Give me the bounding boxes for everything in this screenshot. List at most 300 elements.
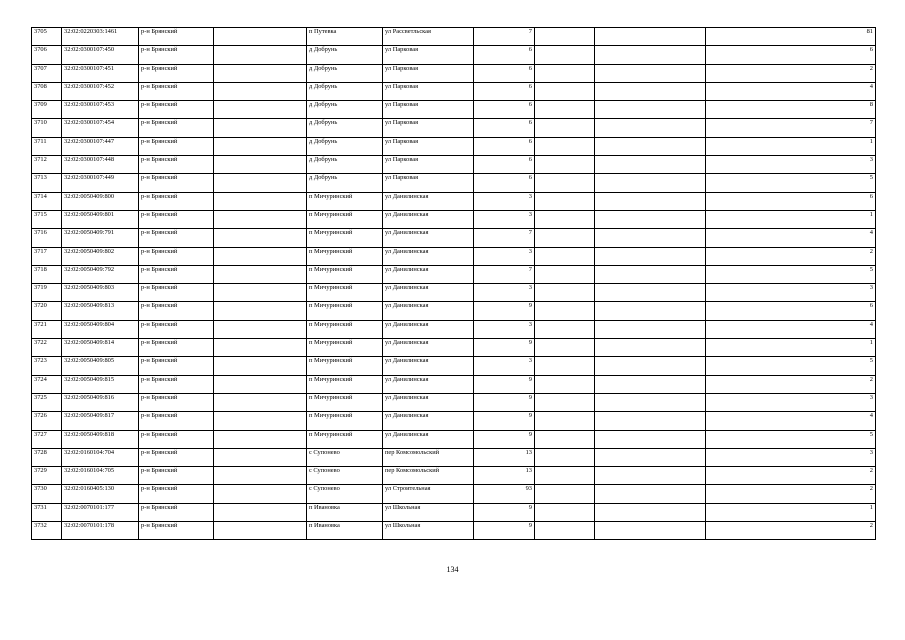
district-cell: р-н Брянский [139,265,214,283]
row-number-cell: 3715 [32,210,62,228]
cadastral-number-cell: 32:02:0070101:177 [62,503,139,521]
district-cell: р-н Брянский [139,156,214,174]
house-number-cell: 9 [474,503,535,521]
empty-cell [214,522,307,540]
row-number-cell: 3708 [32,82,62,100]
street-cell: ул Данилинская [383,210,474,228]
row-number-cell: 3719 [32,284,62,302]
empty-cell [595,339,706,357]
street-cell: ул Парковая [383,46,474,64]
settlement-cell: п Ивановка [307,522,383,540]
empty-cell [595,229,706,247]
empty-cell [595,82,706,100]
table-row [32,82,876,100]
table-row [32,503,876,521]
district-cell: р-н Брянский [139,522,214,540]
settlement-cell: п Мичуринский [307,357,383,375]
empty-cell [595,485,706,503]
row-number-cell: 3721 [32,320,62,338]
settlement-cell: с Супонево [307,448,383,466]
street-cell: ул Парковая [383,137,474,155]
apartment-number-cell: 2 [706,522,876,540]
district-cell: р-н Брянский [139,357,214,375]
table-row [32,28,876,46]
row-number-cell: 3706 [32,46,62,64]
row-number-cell: 3732 [32,522,62,540]
street-cell: ул Парковая [383,64,474,82]
empty-cell [214,247,307,265]
house-number-cell: 6 [474,174,535,192]
cadastral-number-cell: 32:02:0050409:800 [62,192,139,210]
street-cell: пер Комсомольский [383,448,474,466]
house-number-cell: 9 [474,339,535,357]
cadastral-number-cell: 32:02:0050409:801 [62,210,139,228]
street-cell: пер Комсомольский [383,467,474,485]
settlement-cell: с Супонево [307,485,383,503]
street-cell: ул Данилинская [383,339,474,357]
table-row [32,229,876,247]
table-row [32,320,876,338]
empty-cell [535,82,595,100]
empty-cell [595,137,706,155]
apartment-number-cell: 3 [706,156,876,174]
district-cell: р-н Брянский [139,192,214,210]
empty-cell [214,46,307,64]
district-cell: р-н Брянский [139,64,214,82]
table-row [32,46,876,64]
table-row [32,302,876,320]
settlement-cell: п Мичуринский [307,192,383,210]
district-cell: р-н Брянский [139,320,214,338]
district-cell: р-н Брянский [139,210,214,228]
table-row [32,412,876,430]
apartment-number-cell: 3 [706,393,876,411]
empty-cell [214,485,307,503]
row-number-cell: 3709 [32,101,62,119]
empty-cell [214,28,307,46]
settlement-cell: п Мичуринский [307,210,383,228]
table-row [32,339,876,357]
district-cell: р-н Брянский [139,101,214,119]
street-cell: ул Парковая [383,101,474,119]
cadastral-number-cell: 32:02:0160405:130 [62,485,139,503]
row-number-cell: 3707 [32,64,62,82]
empty-cell [214,339,307,357]
street-cell: ул Рассветльская [383,28,474,46]
house-number-cell: 3 [474,210,535,228]
settlement-cell: с Супонево [307,467,383,485]
empty-cell [535,412,595,430]
street-cell: ул Данилинская [383,430,474,448]
page-number: 134 [446,565,459,574]
district-cell: р-н Брянский [139,28,214,46]
empty-cell [535,339,595,357]
empty-cell [595,393,706,411]
empty-cell [214,448,307,466]
table-row [32,247,876,265]
row-number-cell: 3720 [32,302,62,320]
settlement-cell: п Мичуринский [307,320,383,338]
empty-cell [214,357,307,375]
row-number-cell: 3728 [32,448,62,466]
district-cell: р-н Брянский [139,485,214,503]
settlement-cell: п Мичуринский [307,229,383,247]
empty-cell [214,320,307,338]
cadastral-number-cell: 32:02:0050409:814 [62,339,139,357]
cadastral-number-cell: 32:02:0160104:704 [62,448,139,466]
settlement-cell: п Мичуринский [307,412,383,430]
row-number-cell: 3722 [32,339,62,357]
house-number-cell: 6 [474,101,535,119]
empty-cell [214,137,307,155]
row-number-cell: 3727 [32,430,62,448]
house-number-cell: 9 [474,302,535,320]
empty-cell [595,320,706,338]
empty-cell [595,467,706,485]
empty-cell [595,375,706,393]
empty-cell [595,156,706,174]
apartment-number-cell: 6 [706,302,876,320]
district-cell: р-н Брянский [139,247,214,265]
street-cell: ул Школьная [383,522,474,540]
apartment-number-cell: 5 [706,357,876,375]
empty-cell [214,156,307,174]
apartment-number-cell: 2 [706,247,876,265]
empty-cell [535,393,595,411]
house-number-cell: 13 [474,467,535,485]
apartment-number-cell: 2 [706,375,876,393]
house-number-cell: 9 [474,430,535,448]
cadastral-number-cell: 32:02:0050409:791 [62,229,139,247]
district-cell: р-н Брянский [139,430,214,448]
settlement-cell: д Добрунь [307,119,383,137]
empty-cell [535,28,595,46]
district-cell: р-н Брянский [139,375,214,393]
apartment-number-cell: 4 [706,320,876,338]
empty-cell [535,375,595,393]
empty-cell [595,64,706,82]
cadastral-number-cell: 32:02:0220303:1461 [62,28,139,46]
house-number-cell: 7 [474,28,535,46]
cadastral-number-cell: 32:02:0300107:454 [62,119,139,137]
empty-cell [535,229,595,247]
cadastral-number-cell: 32:02:0070101:178 [62,522,139,540]
cadastral-number-cell: 32:02:0300107:447 [62,137,139,155]
apartment-number-cell: 5 [706,430,876,448]
row-number-cell: 3713 [32,174,62,192]
street-cell: ул Школьная [383,503,474,521]
house-number-cell: 93 [474,485,535,503]
empty-cell [535,522,595,540]
house-number-cell: 13 [474,448,535,466]
empty-cell [214,101,307,119]
house-number-cell: 3 [474,192,535,210]
house-number-cell: 9 [474,412,535,430]
street-cell: ул Парковая [383,156,474,174]
empty-cell [595,247,706,265]
empty-cell [535,210,595,228]
empty-cell [214,265,307,283]
empty-cell [535,64,595,82]
empty-cell [214,430,307,448]
empty-cell [214,229,307,247]
cadastral-number-cell: 32:02:0300107:449 [62,174,139,192]
house-number-cell: 6 [474,137,535,155]
district-cell: р-н Брянский [139,412,214,430]
row-number-cell: 3717 [32,247,62,265]
table-row [32,119,876,137]
house-number-cell: 3 [474,320,535,338]
house-number-cell: 7 [474,265,535,283]
house-number-cell: 9 [474,375,535,393]
row-number-cell: 3723 [32,357,62,375]
table-row [32,375,876,393]
row-number-cell: 3716 [32,229,62,247]
settlement-cell: д Добрунь [307,156,383,174]
street-cell: ул Парковая [383,82,474,100]
empty-cell [595,119,706,137]
empty-cell [595,101,706,119]
apartment-number-cell: 5 [706,265,876,283]
empty-cell [535,156,595,174]
apartment-number-cell: 2 [706,64,876,82]
table-row [32,284,876,302]
settlement-cell: п Мичуринский [307,247,383,265]
house-number-cell: 6 [474,119,535,137]
apartment-number-cell: 1 [706,503,876,521]
house-number-cell: 6 [474,46,535,64]
cadastral-number-cell: 32:02:0300107:450 [62,46,139,64]
empty-cell [595,430,706,448]
empty-cell [535,247,595,265]
empty-cell [595,265,706,283]
apartment-number-cell: 81 [706,28,876,46]
cadastral-number-cell: 32:02:0050409:818 [62,430,139,448]
apartment-number-cell: 6 [706,192,876,210]
district-cell: р-н Брянский [139,302,214,320]
house-number-cell: 9 [474,393,535,411]
district-cell: р-н Брянский [139,467,214,485]
house-number-cell: 6 [474,64,535,82]
settlement-cell: п Мичуринский [307,284,383,302]
district-cell: р-н Брянский [139,339,214,357]
row-number-cell: 3712 [32,156,62,174]
empty-cell [214,412,307,430]
street-cell: ул Данилинская [383,357,474,375]
district-cell: р-н Брянский [139,503,214,521]
house-number-cell: 3 [474,357,535,375]
district-cell: р-н Брянский [139,137,214,155]
empty-cell [535,448,595,466]
cadastral-number-cell: 32:02:0160104:705 [62,467,139,485]
empty-cell [214,503,307,521]
table-row [32,357,876,375]
row-number-cell: 3714 [32,192,62,210]
apartment-number-cell: 4 [706,82,876,100]
table-row [32,265,876,283]
street-cell: ул Данилинская [383,320,474,338]
district-cell: р-н Брянский [139,229,214,247]
settlement-cell: д Добрунь [307,46,383,64]
empty-cell [595,357,706,375]
empty-cell [535,302,595,320]
settlement-cell: п Мичуринский [307,375,383,393]
table-row [32,210,876,228]
street-cell: ул Данилинская [383,302,474,320]
cadastral-number-cell: 32:02:0300107:453 [62,101,139,119]
house-number-cell: 6 [474,82,535,100]
row-number-cell: 3724 [32,375,62,393]
apartment-number-cell: 1 [706,339,876,357]
apartment-number-cell: 3 [706,284,876,302]
district-cell: р-н Брянский [139,119,214,137]
table-row [32,192,876,210]
empty-cell [595,302,706,320]
empty-cell [595,284,706,302]
table-row [32,448,876,466]
house-number-cell: 3 [474,247,535,265]
empty-cell [214,82,307,100]
district-cell: р-н Брянский [139,82,214,100]
empty-cell [214,284,307,302]
table-row [32,522,876,540]
empty-cell [214,174,307,192]
cadastral-number-cell: 32:02:0050409:813 [62,302,139,320]
cadastral-number-cell: 32:02:0050409:805 [62,357,139,375]
empty-cell [595,448,706,466]
empty-cell [214,393,307,411]
street-cell: ул Данилинская [383,393,474,411]
district-cell: р-н Брянский [139,46,214,64]
table-row [32,156,876,174]
street-cell: ул Парковая [383,174,474,192]
settlement-cell: п Путевка [307,28,383,46]
row-number-cell: 3705 [32,28,62,46]
district-cell: р-н Брянский [139,174,214,192]
empty-cell [214,210,307,228]
empty-cell [595,46,706,64]
row-number-cell: 3729 [32,467,62,485]
table-row [32,137,876,155]
apartment-number-cell: 5 [706,174,876,192]
settlement-cell: п Мичуринский [307,430,383,448]
empty-cell [214,375,307,393]
settlement-cell: п Мичуринский [307,302,383,320]
street-cell: ул Данилинская [383,284,474,302]
row-number-cell: 3718 [32,265,62,283]
apartment-number-cell: 4 [706,229,876,247]
empty-cell [214,119,307,137]
empty-cell [535,174,595,192]
register-table [31,27,876,540]
table-row [32,101,876,119]
row-number-cell: 3731 [32,503,62,521]
cadastral-number-cell: 32:02:0050409:804 [62,320,139,338]
settlement-cell: п Мичуринский [307,339,383,357]
district-cell: р-н Брянский [139,393,214,411]
apartment-number-cell: 1 [706,210,876,228]
empty-cell [535,46,595,64]
settlement-cell: д Добрунь [307,137,383,155]
empty-cell [535,101,595,119]
apartment-number-cell: 6 [706,46,876,64]
empty-cell [214,192,307,210]
table-row [32,485,876,503]
empty-cell [535,119,595,137]
settlement-cell: д Добрунь [307,101,383,119]
empty-cell [595,503,706,521]
street-cell: ул Данилинская [383,247,474,265]
settlement-cell: п Мичуринский [307,265,383,283]
empty-cell [595,522,706,540]
apartment-number-cell: 2 [706,485,876,503]
street-cell: ул Парковая [383,119,474,137]
street-cell: ул Строительная [383,485,474,503]
apartment-number-cell: 1 [706,137,876,155]
table-row [32,430,876,448]
empty-cell [595,192,706,210]
apartment-number-cell: 8 [706,101,876,119]
cadastral-number-cell: 32:02:0050409:816 [62,393,139,411]
empty-cell [535,265,595,283]
cadastral-number-cell: 32:02:0300107:451 [62,64,139,82]
apartment-number-cell: 2 [706,467,876,485]
cadastral-number-cell: 32:02:0050409:792 [62,265,139,283]
district-cell: р-н Брянский [139,448,214,466]
empty-cell [595,174,706,192]
settlement-cell: п Мичуринский [307,393,383,411]
empty-cell [535,137,595,155]
house-number-cell: 9 [474,522,535,540]
cadastral-number-cell: 32:02:0300107:452 [62,82,139,100]
empty-cell [595,210,706,228]
house-number-cell: 6 [474,156,535,174]
empty-cell [595,28,706,46]
street-cell: ул Данилинская [383,229,474,247]
house-number-cell: 7 [474,229,535,247]
street-cell: ул Данилинская [383,412,474,430]
cadastral-number-cell: 32:02:0050409:803 [62,284,139,302]
cadastral-number-cell: 32:02:0300107:448 [62,156,139,174]
cadastral-number-cell: 32:02:0050409:802 [62,247,139,265]
empty-cell [535,284,595,302]
empty-cell [535,485,595,503]
empty-cell [535,320,595,338]
cadastral-number-cell: 32:02:0050409:815 [62,375,139,393]
empty-cell [214,467,307,485]
row-number-cell: 3730 [32,485,62,503]
apartment-number-cell: 7 [706,119,876,137]
row-number-cell: 3710 [32,119,62,137]
table-row [32,467,876,485]
table-row [32,393,876,411]
street-cell: ул Данилинская [383,265,474,283]
empty-cell [214,64,307,82]
empty-cell [535,467,595,485]
row-number-cell: 3725 [32,393,62,411]
cadastral-number-cell: 32:02:0050409:817 [62,412,139,430]
empty-cell [535,192,595,210]
table-body [32,28,876,540]
settlement-cell: д Добрунь [307,174,383,192]
table-row [32,64,876,82]
empty-cell [535,357,595,375]
empty-cell [595,412,706,430]
street-cell: ул Данилинская [383,192,474,210]
house-number-cell: 3 [474,284,535,302]
apartment-number-cell: 4 [706,412,876,430]
apartment-number-cell: 3 [706,448,876,466]
